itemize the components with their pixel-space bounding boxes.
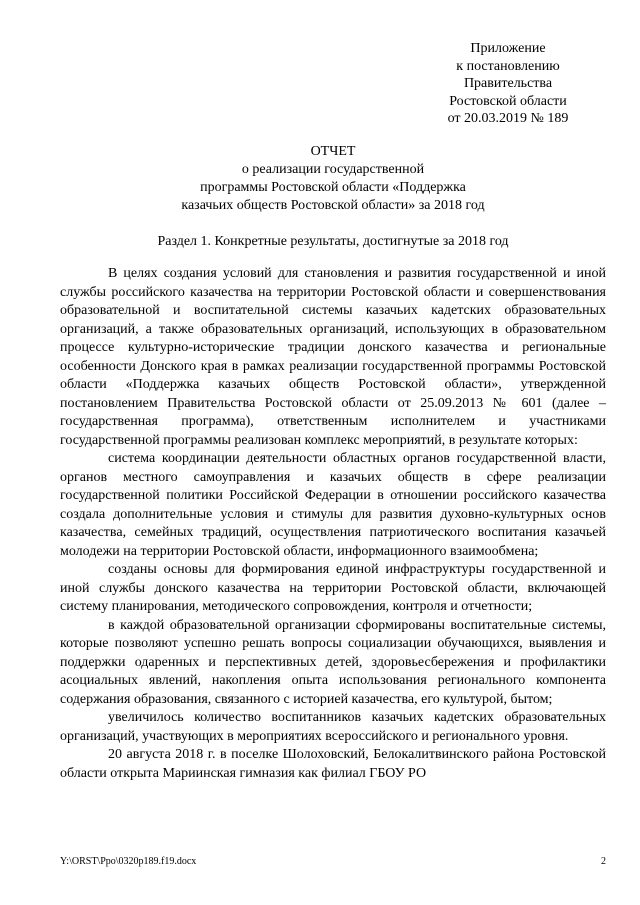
- document-body: [60, 265, 606, 783]
- appendix-line: Правительства: [463, 76, 553, 91]
- paragraph: созданы основы для формирования единой инфраструктуры государственной и иной службы донского казачества на территории Ростовской области, включающей систему планирования, методического сопровождения, контроля и отчетности;: [60, 562, 606, 614]
- title-line: казачьих обществ Ростовской области» за 2018 год: [181, 198, 485, 213]
- title-heading: ОТЧЕТ: [310, 144, 356, 159]
- page-number: 2: [601, 856, 606, 867]
- paragraph: в каждой образовательной организации сформированы воспитательные системы, которые позволяют успешно решать вопросы социализации обучающихся, выявления и поддержки одаренных и перспективных детей, здоровьесбережения и профилактики асоциальных явлений, накопления опыта использования регионального компонента содержания образования, связанного с историей казачества, его культурой, бытом;: [60, 617, 606, 707]
- file-path: Y:\ORST\Ppo\0320p189.f19.docx: [60, 856, 197, 867]
- appendix-line: Ростовской области: [449, 93, 567, 109]
- report-title: [60, 143, 606, 215]
- paragraph: В целях создания условий для становления и развития государственной и иной службы российского казачества на территории Ростовской области и совершенствования образовательной и воспитательной системы казачьих кадетских образовательных организаций, а также образовательных организаций, использующих в образовательном процессе культурно-исторические традиции донского казачества и региональные особенности Донского края в рамках реализации государственной программы Ростовской области «Поддержка казачьих обществ Ростовской области», утвержденной постановлением Правительства Ростовской области от 25.09.2013 № 601 (далее – государственная программа), ответственным исполнителем и участниками государственной программы реализован комплекс мероприятий, в результате которых:: [60, 266, 606, 448]
- paragraph: система координации деятельности областных органов государственной власти, органов местного самоуправления и казачьих обществ в сфере реализации государственной политики Российской Федерации в отношении российского казачества создала дополнительные условия и стимулы для развития духовно-культурных основ казачества, семейных традиций, осуществления патриотического воспитания казачьей молодежи на территории Ростовской области, информационного взаимообмена;: [60, 451, 606, 559]
- appendix-block: [418, 40, 598, 128]
- paragraph: увеличилось количество воспитанников казачьих кадетских образовательных организаций, участвующих в мероприятиях всероссийского и регионального уровня.: [60, 710, 606, 744]
- appendix-line: к постановлению: [456, 58, 560, 74]
- title-line: программы Ростовской области «Поддержка: [200, 180, 466, 195]
- paragraph: 20 августа 2018 г. в поселке Шолоховский, Белокалитвинского района Ростовской области открыта Мариинская гимназия как филиал ГБОУ РО: [60, 747, 606, 781]
- title-line: о реализации государственной: [241, 162, 425, 177]
- section-heading: Раздел 1. Конкретные результаты, достигнутые за 2018 год: [157, 234, 509, 249]
- appendix-line: Приложение: [470, 41, 546, 56]
- appendix-line: от 20.03.2019 № 189: [447, 111, 569, 126]
